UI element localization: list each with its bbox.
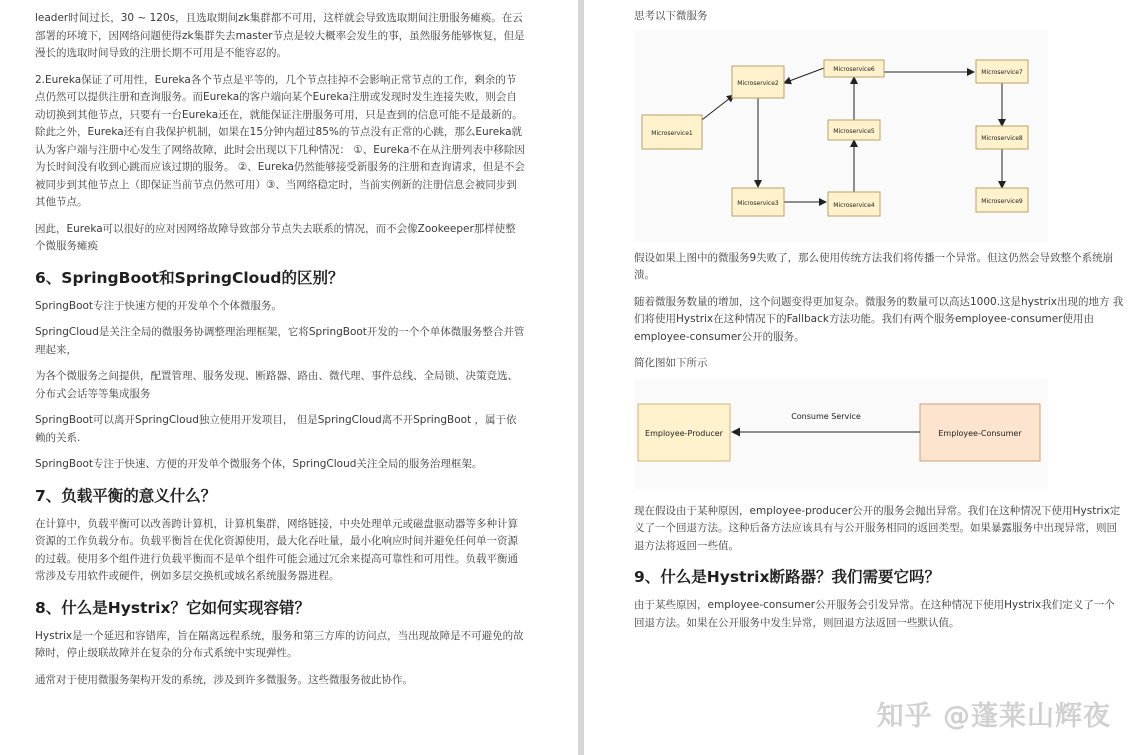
paragraph: 为各个微服务之间提供，配置管理、服务发现、断路器、路由、微代理、事件总线、全局锁、决策竞选、分布式会话等等集成服务 bbox=[35, 370, 518, 400]
paragraph: leader时间过长，30 ~ 120s，且选取期间zk集群都不可用，这样就会导致选取期间注册服务瘫痪。在云部署的环境下，因网络问题使得zk集群失去master节点是较大概率会发生的事，虽然服务能够恢复，但是漫长的选取时间导致的注册长期不可用是不能容忍的。 bbox=[35, 12, 525, 59]
svg-text:Microservice7: Microservice7 bbox=[981, 68, 1023, 76]
edge-ms6-ms2 bbox=[784, 68, 824, 83]
paragraph: SpringCloud是关注全局的微服务协调整理治理框架，它将SpringBoot开发的一个个单体微服务整合并管理起来， bbox=[35, 326, 525, 356]
node-employee-producer bbox=[638, 404, 730, 461]
paragraph: SpringBoot可以离开SpringCloud独立使用开发项目， 但是SpringCloud离不开SpringBoot ，属于依赖的关系. bbox=[35, 414, 517, 444]
node-ms3 bbox=[732, 188, 784, 216]
section-heading-9: 9、什么是Hystrix断路器？我们需要它吗？ bbox=[634, 568, 940, 586]
svg-text:Microservice6: Microservice6 bbox=[833, 65, 875, 73]
hystrix-diagram bbox=[634, 379, 1048, 489]
paragraph: 随着微服务数量的增加，这个问题变得更加复杂。微服务的数量可以高达1000.这是hystrix出现的地方 我们将使用Hystrix在这种情况下的Fallback方法功能。我们有两个服务employee-consumer使用由employee-consumer公开的服务。 bbox=[634, 295, 1124, 343]
node-employee-consumer bbox=[920, 404, 1040, 461]
paragraph: 因此，Eureka可以很好的应对因网络故障导致部分节点失去联系的情况，而不会像Zookeeper那样使整个微服务瘫痪 bbox=[35, 222, 516, 252]
node-ms5 bbox=[828, 120, 880, 140]
edge-label: Consume Service bbox=[791, 411, 861, 421]
paragraph: 简化图如下所示 bbox=[634, 357, 708, 369]
paragraph: 由于某些原因，employee-consumer公开服务会引发异常。在这种情况下使用Hystrix我们定义了一个回退方法。如果在公开服务中发生异常，则回退方法返回一些默认值。 bbox=[634, 599, 1115, 629]
section-heading-7: 7、负载平衡的意义什么？ bbox=[35, 486, 217, 505]
svg-text:Employee-Producer: Employee-Producer bbox=[645, 428, 723, 438]
node-ms7 bbox=[976, 60, 1028, 83]
node-ms8 bbox=[976, 126, 1028, 149]
paragraph: 通常对于使用微服务架构开发的系统，涉及到许多微服务。这些微服务彼此协作。 bbox=[35, 673, 413, 686]
svg-text:Employee-Consumer: Employee-Consumer bbox=[938, 428, 1022, 438]
node-ms9 bbox=[976, 188, 1028, 212]
paragraph: 思考以下微服务 bbox=[634, 10, 708, 22]
microservice-diagram-svg bbox=[634, 30, 1048, 242]
document-page-right bbox=[584, 0, 1141, 755]
paragraph: SpringBoot专注于快速、方便的开发单个微服务个体，SpringCloud关注全局的服务治理框架。 bbox=[35, 458, 483, 470]
paragraph: 假设如果上图中的微服务9失败了，那么使用传统方法我们将传播一个异常。但这仍然会导致整个系统崩溃。 bbox=[634, 251, 1114, 281]
node-ms4 bbox=[828, 192, 880, 216]
svg-text:Microservice4: Microservice4 bbox=[833, 201, 875, 209]
svg-text:Microservice9: Microservice9 bbox=[981, 197, 1023, 205]
node-ms1 bbox=[642, 115, 702, 149]
paragraph: 在计算中，负载平衡可以改善跨计算机，计算机集群，网络链接，中央处理单元或磁盘驱动器等多种计算资源的工作负载分布。负载平衡旨在优化资源使用，最大化吞吐量，最小化响应时间并避免任何单一资源 的过载。使用多个组件进行负载平衡而不是单个组件可能会通过冗余来提高可靠性和可用性。负载平衡通常涉及专用软件或硬件，例如多层交换机或域名系统服务器进程。 bbox=[35, 517, 518, 582]
hystrix-diagram-svg bbox=[634, 379, 1048, 489]
microservice-diagram bbox=[634, 30, 1048, 242]
node-ms2 bbox=[732, 66, 784, 98]
section-heading-8: 8、什么是Hystrix？它如何实现容错？ bbox=[35, 598, 310, 617]
paragraph: 现在假设由于某种原因，employee-producer公开的服务会抛出异常。我们在这种情况下使用Hystrix定义了一个回退方法。这种后备方法应该具有与公开服务相同的返回类型。如果暴露服务中出现异常，则回退方法将返回一些值。 bbox=[634, 504, 1121, 552]
paragraph: 2.Eureka保证了可用性，Eureka各个节点是平等的，几个节点挂掉不会影响正常节点的工作，剩余的节点仍然可以提供注册和查询服务。而Eureka的客户端向某个Eureka注册或发现时发生连接失败，则会自动切换到其他节点，只要有一台Eureka还在，就能保证注册服务可用，只是查到的信息可能不是最新的。除此之外，Eureka还有自我保护机制，如果在15分钟内超过85%的节点没有正常的心跳，那么Eureka就认为客户端与注册中心发生了网络故障，此时会出现以下几种情况： ①、Eureka不在从注册列表中移除因为长时间没有收到心跳而应该过期的服务。 ②、Eureka仍然能够接受新服务的注册和查询请求，但是不会被同步到其他节点上（即保证当前节点仍然可用）③、当网络稳定时，当前实例新的注册信息会被同步到其他节点。 bbox=[35, 73, 525, 208]
svg-text:Microservice1: Microservice1 bbox=[651, 129, 693, 137]
svg-text:Microservice8: Microservice8 bbox=[981, 134, 1023, 142]
node-ms6 bbox=[824, 60, 884, 77]
section-heading-6: 6、SpringBoot和SpringCloud的区别？ bbox=[35, 268, 344, 287]
paragraph: SpringBoot专注于快速方便的开发单个个体微服务。 bbox=[35, 299, 283, 312]
svg-text:Microservice5: Microservice5 bbox=[833, 127, 875, 135]
paragraph: Hystrix是一个延迟和容错库，旨在隔离远程系统，服务和第三方库的访问点，当出现故障是不可避免的故障时，停止级联故障并在复杂的分布式系统中实现弹性。 bbox=[35, 629, 524, 659]
zhihu-watermark: 知乎 @蓬莱山辉夜 bbox=[876, 701, 1111, 732]
svg-text:Microservice2: Microservice2 bbox=[737, 79, 779, 87]
svg-text:Microservice3: Microservice3 bbox=[737, 199, 779, 207]
